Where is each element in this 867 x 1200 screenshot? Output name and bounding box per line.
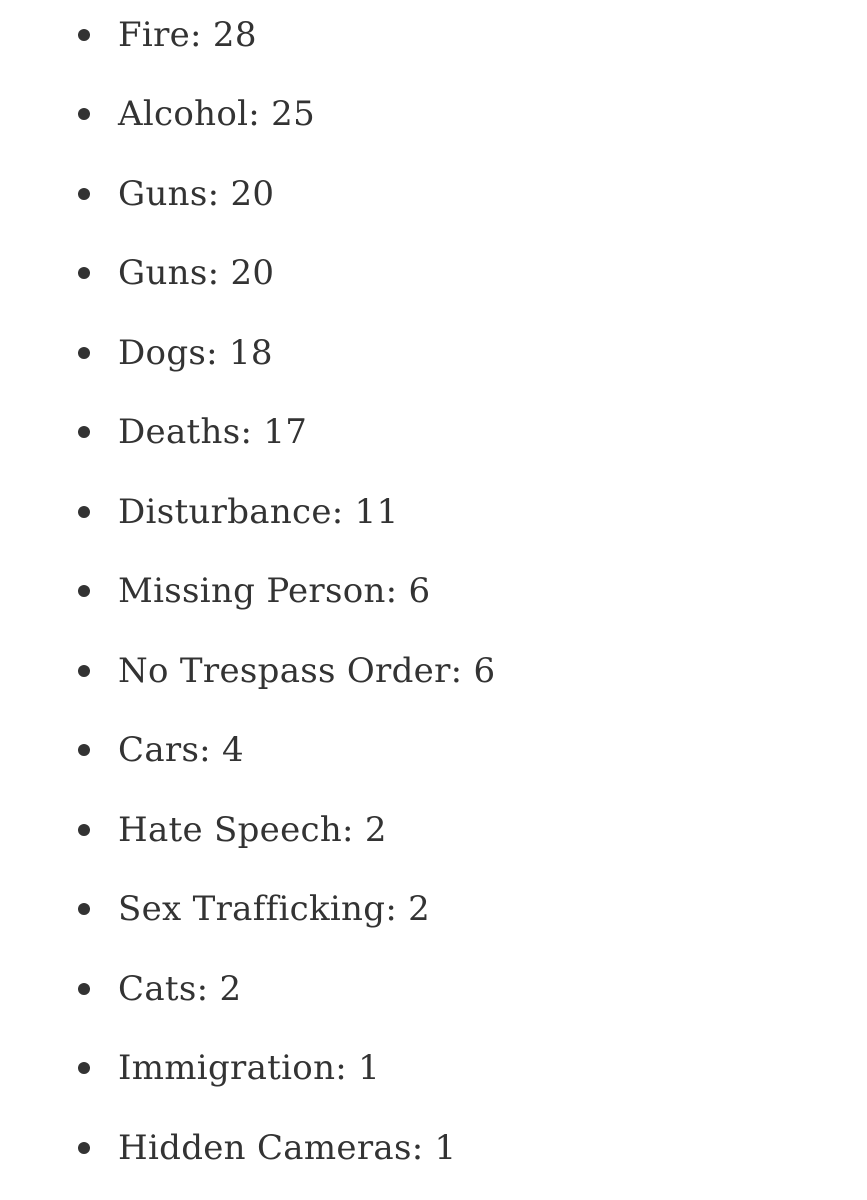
- list-item-text: Alcohol: 25: [118, 94, 316, 135]
- list-item-text: Hidden Cameras: 1: [118, 1127, 457, 1168]
- bullet-icon: [78, 983, 90, 995]
- list-item: [0, 75, 867, 155]
- list-item-text: Cats: 2: [118, 968, 242, 1009]
- list-item-text: Hate Speech: 2: [118, 809, 387, 850]
- list-item: [0, 393, 867, 473]
- bullet-icon: [78, 903, 90, 915]
- bullet-icon: [78, 267, 90, 279]
- bullet-icon: [78, 744, 90, 756]
- list-item-text: Deaths: 17: [118, 412, 308, 453]
- list-item-text: Cars: 4: [118, 730, 244, 771]
- bullet-icon: [78, 665, 90, 677]
- list-item-text: Missing Person: 6: [118, 571, 431, 612]
- list-item: [0, 949, 867, 1029]
- list-item-text: Sex Trafficking: 2: [118, 889, 431, 930]
- bullet-icon: [78, 1142, 90, 1154]
- list-item: [0, 552, 867, 632]
- list-item-text: Disturbance: 11: [118, 491, 399, 532]
- list-item: [0, 631, 867, 711]
- list-item: [0, 1108, 867, 1188]
- list-item: [0, 313, 867, 393]
- bullet-icon: [78, 426, 90, 438]
- list-item-text: Guns: 20: [118, 173, 275, 214]
- bullet-icon: [78, 108, 90, 120]
- list-item: [0, 234, 867, 314]
- list-item-text: No Trespass Order: 6: [118, 650, 496, 691]
- list-item: [0, 790, 867, 870]
- list-item-text: Immigration: 1: [118, 1048, 381, 1089]
- list-item: [0, 0, 867, 75]
- list-item: [0, 711, 867, 791]
- bullet-icon: [78, 347, 90, 359]
- bullet-icon: [78, 506, 90, 518]
- list-item-text: Dogs: 18: [118, 332, 273, 373]
- list-item-text: Fire: 28: [118, 14, 257, 55]
- list-item: [0, 154, 867, 234]
- bullet-icon: [78, 585, 90, 597]
- list-item: [0, 870, 867, 950]
- list-item: [0, 1029, 867, 1109]
- bullet-icon: [78, 188, 90, 200]
- bullet-icon: [78, 1062, 90, 1074]
- bullet-icon: [78, 29, 90, 41]
- bullet-icon: [78, 824, 90, 836]
- list-item: [0, 472, 867, 552]
- list-item-text: Guns: 20: [118, 253, 275, 294]
